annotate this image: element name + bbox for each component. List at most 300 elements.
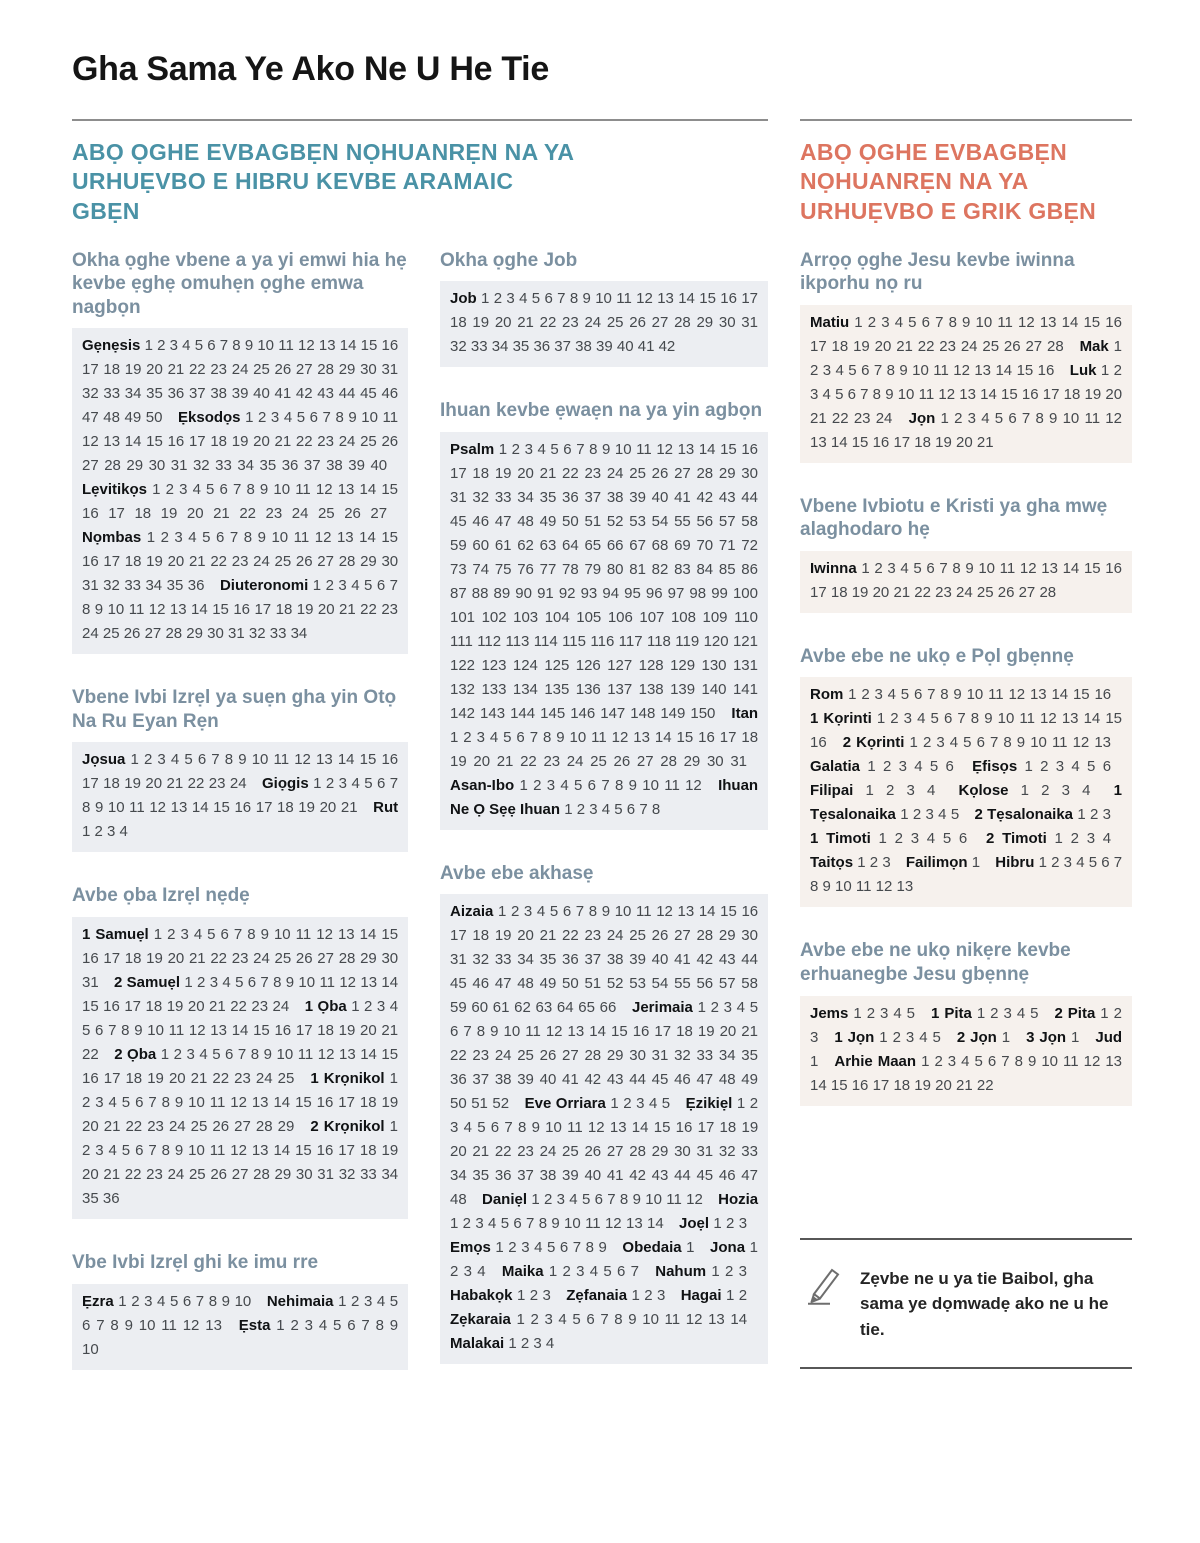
chapter-link[interactable]: 12 [182, 1316, 200, 1334]
chapter-link[interactable]: 7 [529, 728, 539, 746]
chapter-link[interactable]: 24 [956, 583, 973, 601]
chapter-link[interactable]: 62 [514, 999, 531, 1017]
chapter-link[interactable]: 2 [543, 1191, 553, 1209]
chapter-link[interactable]: 22 [976, 1076, 994, 1094]
chapter-link[interactable]: 1 [497, 903, 507, 921]
chapter-link[interactable]: 21 [956, 1076, 973, 1094]
chapter-link[interactable]: 20 [82, 1117, 99, 1135]
chapter-link[interactable]: 6 [135, 1141, 144, 1159]
chapter-link[interactable]: 26 [295, 553, 313, 571]
chapter-link[interactable]: 1 [160, 1045, 170, 1063]
chapter-link[interactable]: 5 [848, 361, 857, 379]
chapter-link[interactable]: 18 [914, 433, 931, 451]
chapter-link[interactable]: 16 [234, 799, 252, 817]
chapter-link[interactable]: 1 [516, 1311, 525, 1329]
chapter-link[interactable]: 15 [295, 1093, 312, 1111]
chapter-link[interactable]: 2 [724, 1263, 734, 1281]
chapter-link[interactable]: 107 [639, 608, 665, 626]
chapter-link[interactable]: 13 [896, 878, 914, 896]
chapter-link[interactable]: 40 [539, 1071, 557, 1089]
chapter-link[interactable]: 16 [103, 997, 120, 1015]
chapter-link[interactable]: 14 [995, 361, 1013, 379]
chapter-link[interactable]: 5 [572, 1311, 581, 1329]
chapter-link[interactable]: 69 [674, 536, 691, 554]
chapter-link[interactable]: 9 [598, 1239, 607, 1257]
chapter-link[interactable]: 21 [188, 949, 206, 967]
chapter-link[interactable]: 19 [124, 361, 142, 379]
chapter-link[interactable]: 31 [651, 1047, 669, 1065]
chapter-link[interactable]: 83 [674, 560, 691, 578]
chapter-link[interactable]: 19 [147, 1069, 164, 1087]
chapter-link[interactable]: 9 [221, 1292, 230, 1310]
chapter-link[interactable]: 28 [1039, 583, 1057, 601]
chapter-link[interactable]: 29 [683, 752, 701, 770]
chapter-link[interactable]: 6 [225, 1045, 234, 1063]
chapter-link[interactable]: 17 [872, 1076, 890, 1094]
chapter-link[interactable]: 10 [897, 385, 915, 403]
chapter-link[interactable]: 10 [975, 313, 993, 331]
chapter-link[interactable]: 11 [1019, 710, 1035, 728]
chapter-link[interactable]: 17 [450, 927, 467, 945]
chapter-link[interactable]: 1 [450, 1215, 459, 1233]
chapter-link[interactable]: 25 [274, 553, 292, 571]
chapter-link[interactable]: 25 [982, 337, 1000, 355]
chapter-link[interactable]: 8 [1014, 1052, 1023, 1070]
chapter-link[interactable]: 1 [564, 800, 573, 818]
chapter-link[interactable]: 23 [517, 1143, 534, 1161]
chapter-link[interactable]: 12 [230, 1093, 247, 1111]
chapter-link[interactable]: 36 [562, 951, 579, 969]
chapter-link[interactable]: 13 [567, 1023, 585, 1041]
chapter-link[interactable]: 21 [810, 409, 827, 427]
chapter-link[interactable]: 2 [874, 559, 883, 577]
chapter-link[interactable]: 44 [629, 1071, 646, 1089]
chapter-link[interactable]: 6 [847, 385, 856, 403]
chapter-link[interactable]: 8 [810, 878, 819, 896]
chapter-link[interactable]: 46 [472, 512, 490, 530]
chapter-link[interactable]: 88 [471, 584, 489, 602]
chapter-link[interactable]: 3 [936, 734, 945, 752]
chapter-link[interactable]: 13 [170, 799, 188, 817]
chapter-link[interactable]: 19 [124, 775, 141, 793]
chapter-link[interactable]: 17 [810, 337, 827, 355]
chapter-link[interactable]: 18 [103, 775, 120, 793]
chapter-link[interactable]: 2 [165, 481, 174, 499]
chapter-link[interactable]: 24 [167, 1165, 185, 1183]
chapter-link[interactable]: 27 [1018, 583, 1036, 601]
chapter-link[interactable]: 42 [584, 1071, 602, 1089]
chapter-link[interactable]: 3 [179, 481, 188, 499]
chapter-link[interactable]: 54 [651, 512, 669, 530]
chapter-link[interactable]: 19 [494, 927, 512, 945]
chapter-link[interactable]: 21 [209, 997, 226, 1015]
chapter-link[interactable]: 1 [1054, 830, 1063, 848]
chapter-link[interactable]: 9 [348, 409, 357, 427]
chapter-link[interactable]: 10 [147, 1021, 164, 1039]
chapter-link[interactable]: 87 [450, 584, 467, 602]
chapter-link[interactable]: 6 [247, 973, 257, 991]
chapter-link[interactable]: 45 [696, 1167, 714, 1185]
chapter-link[interactable]: 31 [170, 457, 188, 475]
chapter-link[interactable]: 150 [690, 704, 716, 722]
chapter-link[interactable]: 99 [711, 584, 728, 602]
chapter-link[interactable]: 81 [629, 560, 646, 578]
chapter-link[interactable]: 21 [517, 314, 534, 332]
chapter-link[interactable]: 118 [646, 632, 671, 650]
chapter-link[interactable]: 13 [338, 1045, 356, 1063]
chapter-link[interactable]: 27 [1025, 337, 1043, 355]
chapter-link[interactable]: 47 [741, 1167, 758, 1185]
chapter-link[interactable]: 1 [1001, 1028, 1011, 1046]
chapter-link[interactable]: 14 [359, 925, 377, 943]
chapter-link[interactable]: 6 [943, 710, 953, 728]
chapter-link[interactable]: 6 [626, 800, 636, 818]
chapter-link[interactable]: 28 [660, 752, 677, 770]
chapter-link[interactable]: 9 [632, 1191, 641, 1209]
chapter-link[interactable]: 40 [253, 385, 270, 403]
chapter-link[interactable]: 21 [339, 601, 356, 619]
chapter-link[interactable]: 2 [1113, 361, 1122, 379]
chapter-link[interactable]: 1 [498, 440, 508, 458]
chapter-link[interactable]: 6 [921, 313, 930, 331]
chapter-link[interactable]: 3 [463, 1263, 472, 1281]
chapter-link[interactable]: 41 [674, 488, 691, 506]
chapter-link[interactable]: 10 [978, 559, 996, 577]
chapter-link[interactable]: 2 [922, 734, 932, 752]
chapter-link[interactable]: 132 [450, 680, 476, 698]
chapter-link[interactable]: 3 [874, 686, 883, 704]
chapter-link[interactable]: 22 [212, 1069, 230, 1087]
chapter-link[interactable]: 26 [997, 583, 1015, 601]
chapter-link[interactable]: 18 [831, 337, 849, 355]
chapter-link[interactable]: 31 [696, 1143, 714, 1161]
chapter-link[interactable]: 6 [861, 361, 870, 379]
chapter-link[interactable]: 3 [723, 999, 732, 1017]
chapter-link[interactable]: 21 [539, 927, 557, 945]
chapter-link[interactable]: 6 [376, 577, 386, 595]
chapter-link[interactable]: 19 [741, 1119, 759, 1137]
chapter-link[interactable]: 25 [629, 927, 646, 945]
chapter-link[interactable]: 11 [295, 925, 312, 943]
chapter-link[interactable]: 14 [1062, 559, 1080, 577]
chapter-link[interactable]: 13 [316, 751, 333, 769]
chapter-link[interactable]: 29 [360, 553, 377, 571]
chapter-link[interactable]: 20 [167, 949, 185, 967]
chapter-link[interactable]: 20 [186, 505, 204, 523]
chapter-link[interactable]: 1 [1020, 782, 1030, 800]
chapter-link[interactable]: 39 [596, 338, 613, 356]
chapter-link[interactable]: 27 [370, 505, 388, 523]
chapter-link[interactable]: 21 [103, 1117, 121, 1135]
chapter-link[interactable]: 29 [718, 927, 736, 945]
chapter-link[interactable]: 41 [674, 951, 691, 969]
chapter-link[interactable]: 19 [851, 583, 869, 601]
chapter-link[interactable]: 6 [987, 1052, 997, 1070]
chapter-link[interactable]: 18 [676, 1023, 693, 1041]
chapter-link[interactable]: 5 [207, 925, 216, 943]
chapter-link[interactable]: 2 [990, 1004, 999, 1022]
chapter-link[interactable]: 21 [103, 1165, 121, 1183]
chapter-link[interactable]: 33 [269, 625, 287, 643]
chapter-link[interactable]: 1 [711, 1263, 720, 1281]
chapter-link[interactable]: 9 [285, 973, 295, 991]
chapter-link[interactable]: 31 [381, 361, 399, 379]
chapter-link[interactable]: 18 [134, 505, 152, 523]
chapter-link[interactable]: 3 [906, 782, 915, 800]
chapter-link[interactable]: 79 [584, 560, 602, 578]
chapter-link[interactable]: 64 [556, 999, 574, 1017]
chapter-link[interactable]: 8 [250, 1045, 260, 1063]
chapter-link[interactable]: 28 [584, 1047, 602, 1065]
chapter-link[interactable]: 3 [476, 728, 485, 746]
chapter-link[interactable]: 11 [997, 313, 1013, 331]
chapter-link[interactable]: 9 [134, 1021, 143, 1039]
chapter-link[interactable]: 28 [253, 1165, 270, 1183]
chapter-link[interactable]: 40 [616, 338, 634, 356]
chapter-link[interactable]: 4 [188, 529, 197, 547]
chapter-link[interactable]: 4 [283, 409, 293, 427]
chapter-link[interactable]: 1 [686, 1239, 695, 1257]
chapter-link[interactable]: 4 [318, 1316, 328, 1334]
chapter-link[interactable]: 125 [544, 656, 570, 674]
chapter-link[interactable]: 30 [295, 1165, 313, 1183]
chapter-link[interactable]: 11 [591, 728, 607, 746]
chapter-link[interactable]: 9 [124, 1316, 133, 1334]
chapter-link[interactable]: 2 [258, 409, 267, 427]
chapter-link[interactable]: 16 [741, 440, 758, 458]
chapter-link[interactable]: 7 [601, 776, 610, 794]
chapter-link[interactable]: 5 [202, 529, 211, 547]
chapter-link[interactable]: 15 [1083, 313, 1101, 331]
chapter-link[interactable]: 1 [879, 1028, 888, 1046]
chapter-link[interactable]: 17 [295, 1021, 313, 1039]
chapter-link[interactable]: 12 [1083, 1052, 1101, 1070]
chapter-link[interactable]: 2 [325, 775, 335, 793]
chapter-link[interactable]: 16 [82, 1069, 99, 1087]
chapter-link[interactable]: 19 [697, 1023, 715, 1041]
chapter-link[interactable]: 3 [810, 1028, 819, 1046]
chapter-link[interactable]: 9 [628, 776, 637, 794]
chapter-link[interactable]: 46 [381, 385, 399, 403]
chapter-link[interactable]: 2 [1041, 782, 1050, 800]
chapter-link[interactable]: 9 [259, 481, 269, 499]
chapter-link[interactable]: 9 [263, 1045, 272, 1063]
chapter-link[interactable]: 10 [912, 361, 929, 379]
chapter-link[interactable]: 47 [696, 1071, 714, 1089]
chapter-link[interactable]: 70 [696, 536, 714, 554]
chapter-link[interactable]: 9 [962, 313, 971, 331]
chapter-link[interactable]: 21 [166, 775, 184, 793]
chapter-link[interactable]: 9 [602, 440, 611, 458]
chapter-link[interactable]: 10 [966, 686, 984, 704]
chapter-link[interactable]: 3 [903, 710, 913, 728]
chapter-link[interactable]: 8 [110, 1316, 119, 1334]
chapter-link[interactable]: 9 [174, 1093, 184, 1111]
chapter-link[interactable]: 49 [539, 975, 557, 993]
chapter-link[interactable]: 13 [318, 337, 336, 355]
chapter-link[interactable]: 14 [339, 337, 357, 355]
chapter-link[interactable]: 60 [471, 999, 489, 1017]
chapter-link[interactable]: 6 [544, 290, 553, 308]
chapter-link[interactable]: 7 [860, 385, 869, 403]
chapter-link[interactable]: 5 [121, 1093, 131, 1111]
chapter-link[interactable]: 11 [297, 1045, 314, 1063]
chapter-link[interactable]: 12 [149, 799, 167, 817]
chapter-link[interactable]: 29 [606, 1047, 624, 1065]
chapter-link[interactable]: 27 [295, 361, 313, 379]
chapter-link[interactable]: 58 [741, 512, 758, 530]
chapter-link[interactable]: 2 [892, 1028, 901, 1046]
chapter-link[interactable]: 5 [82, 1021, 91, 1039]
chapter-link[interactable]: 91 [537, 584, 554, 602]
chapter-link[interactable]: 10 [642, 776, 659, 794]
chapter-link[interactable]: 22 [539, 314, 557, 332]
chapter-link[interactable]: 76 [517, 560, 534, 578]
chapter-link[interactable]: 36 [450, 1071, 467, 1089]
chapter-link[interactable]: 3 [910, 830, 920, 848]
chapter-link[interactable]: 5 [546, 1239, 556, 1257]
chapter-link[interactable]: 65 [584, 536, 602, 554]
chapter-link[interactable]: 9 [885, 385, 894, 403]
chapter-link[interactable]: 5 [549, 903, 559, 921]
chapter-link[interactable]: 142 [450, 704, 476, 722]
chapter-link[interactable]: 58 [741, 975, 758, 993]
chapter-link[interactable]: 6 [347, 1316, 356, 1334]
chapter-link[interactable]: 119 [675, 632, 700, 650]
chapter-link[interactable]: 19 [146, 553, 163, 571]
chapter-link[interactable]: 5 [994, 409, 1004, 427]
chapter-link[interactable]: 37 [554, 338, 571, 356]
chapter-link[interactable]: 27 [231, 1165, 249, 1183]
chapter-link[interactable]: 3 [270, 409, 280, 427]
chapter-link[interactable]: 34 [491, 338, 509, 356]
chapter-link[interactable]: 3 [338, 775, 348, 793]
chapter-link[interactable]: 14 [810, 1076, 827, 1094]
chapter-link[interactable]: 8 [232, 337, 241, 355]
chapter-link[interactable]: 3 [656, 1287, 666, 1305]
chapter-link[interactable]: 7 [361, 1316, 370, 1334]
chapter-link[interactable]: 4 [534, 1239, 543, 1257]
chapter-link[interactable]: 4 [108, 1093, 117, 1111]
chapter-link[interactable]: 35 [146, 385, 163, 403]
chapter-link[interactable]: 25 [606, 314, 624, 332]
chapter-link[interactable]: 146 [570, 704, 596, 722]
chapter-link[interactable]: 34 [237, 457, 254, 475]
chapter-link[interactable]: 17 [188, 433, 206, 451]
chapter-link[interactable]: 27 [562, 1047, 579, 1065]
chapter-link[interactable]: 24 [253, 553, 270, 571]
chapter-link[interactable]: 117 [618, 632, 643, 650]
chapter-link[interactable]: 56 [696, 512, 714, 530]
chapter-link[interactable]: 2 [912, 806, 922, 824]
chapter-link[interactable]: 41 [274, 385, 292, 403]
chapter-link[interactable]: 1 [631, 1287, 640, 1305]
chapter-link[interactable]: 32 [103, 577, 120, 595]
chapter-link[interactable]: 138 [638, 680, 664, 698]
chapter-link[interactable]: 20 [319, 799, 337, 817]
chapter-link[interactable]: 128 [638, 656, 664, 674]
chapter-link[interactable]: 13 [677, 903, 695, 921]
chapter-link[interactable]: 8 [121, 1021, 130, 1039]
chapter-link[interactable]: 8 [224, 751, 234, 769]
chapter-link[interactable]: 17 [82, 361, 99, 379]
chapter-link[interactable]: 24 [272, 997, 290, 1015]
chapter-link[interactable]: 9 [556, 728, 565, 746]
chapter-link[interactable]: 12 [297, 337, 315, 355]
chapter-link[interactable]: 6 [182, 1292, 192, 1310]
chapter-link[interactable]: 13 [1029, 686, 1047, 704]
chapter-link[interactable]: 10 [1030, 734, 1047, 752]
chapter-link[interactable]: 25 [562, 1143, 579, 1161]
chapter-link[interactable]: 6 [1102, 758, 1112, 776]
chapter-link[interactable]: 20 [145, 775, 163, 793]
chapter-link[interactable]: 11 [319, 973, 336, 991]
chapter-link[interactable]: 15 [381, 529, 399, 547]
chapter-link[interactable]: 3 [810, 385, 819, 403]
chapter-link[interactable]: 8 [940, 686, 949, 704]
chapter-link[interactable]: 5 [749, 999, 759, 1017]
chapter-link[interactable]: 14 [191, 601, 208, 619]
chapter-link[interactable]: 23 [584, 464, 602, 482]
chapter-link[interactable]: 37 [472, 1071, 490, 1089]
chapter-link[interactable]: 21 [472, 1143, 490, 1161]
chapter-link[interactable]: 12 [82, 433, 99, 451]
chapter-link[interactable]: 2 [197, 973, 206, 991]
chapter-link[interactable]: 140 [701, 680, 727, 698]
chapter-link[interactable]: 48 [517, 975, 534, 993]
chapter-link[interactable]: 22 [520, 752, 537, 770]
chapter-link[interactable]: 59 [450, 536, 467, 554]
chapter-link[interactable]: 4 [157, 1292, 166, 1310]
chapter-link[interactable]: 12 [611, 728, 629, 746]
chapter-link[interactable]: 5 [477, 1119, 486, 1137]
chapter-link[interactable]: 2 [866, 1004, 876, 1022]
chapter-link[interactable]: 12 [317, 1045, 335, 1063]
chapter-link[interactable]: 18 [1063, 385, 1081, 403]
chapter-link[interactable]: 8 [585, 1239, 594, 1257]
chapter-link[interactable]: 6 [586, 1311, 595, 1329]
chapter-link[interactable]: 10 [298, 973, 316, 991]
chapter-link[interactable]: 12 [604, 1215, 622, 1233]
chapter-link[interactable]: 1 [481, 290, 490, 308]
chapter-link[interactable]: 25 [360, 433, 377, 451]
chapter-link[interactable]: 9 [389, 1316, 399, 1334]
chapter-link[interactable]: 6 [1008, 409, 1017, 427]
chapter-link[interactable]: 127 [607, 656, 633, 674]
chapter-link[interactable]: 9 [822, 878, 831, 896]
chapter-link[interactable]: 13 [1094, 734, 1112, 752]
chapter-link[interactable]: 26 [651, 927, 669, 945]
chapter-link[interactable]: 35 [82, 1189, 99, 1207]
chapter-link[interactable]: 60 [472, 536, 490, 554]
chapter-link[interactable]: 97 [667, 584, 685, 602]
chapter-link[interactable]: 32 [338, 1165, 356, 1183]
chapter-link[interactable]: 16 [233, 601, 251, 619]
chapter-link[interactable]: 14 [1083, 710, 1101, 728]
chapter-link[interactable]: 3 [738, 1215, 748, 1233]
chapter-link[interactable]: 17 [810, 583, 827, 601]
chapter-link[interactable]: 23 [251, 997, 269, 1015]
chapter-link[interactable]: 22 [450, 1047, 467, 1065]
chapter-link[interactable]: 11 [382, 409, 399, 427]
chapter-link[interactable]: 35 [166, 577, 184, 595]
chapter-link[interactable]: 4 [569, 1191, 578, 1209]
chapter-link[interactable]: 78 [562, 560, 579, 578]
chapter-link[interactable]: 2 [493, 290, 503, 308]
chapter-link[interactable]: 1 [276, 1316, 285, 1334]
chapter-link[interactable]: 19 [494, 464, 512, 482]
chapter-link[interactable]: 73 [450, 560, 467, 578]
